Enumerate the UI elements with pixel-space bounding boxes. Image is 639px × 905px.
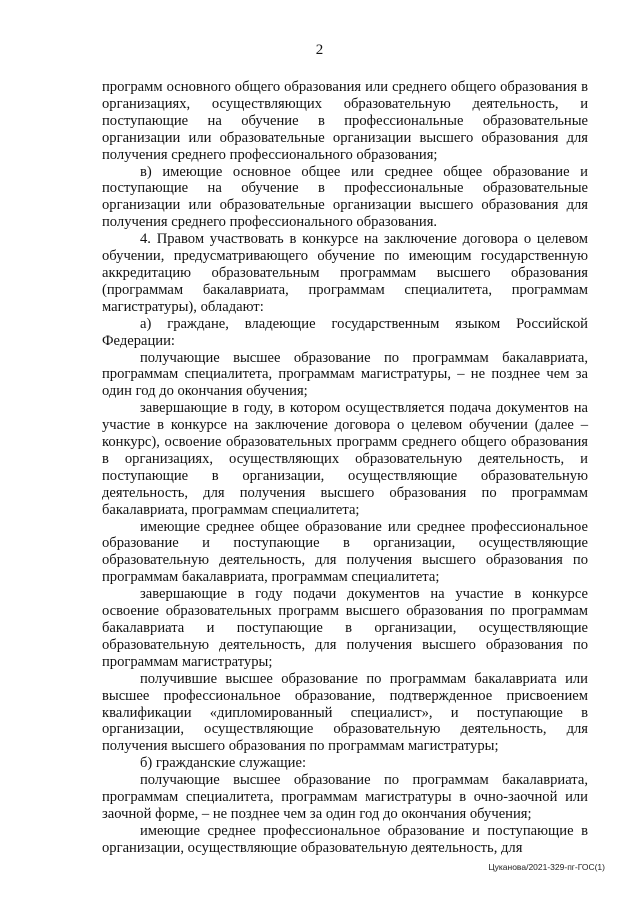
paragraph: в) имеющие основное общее или среднее общее образование и поступающие на обучение в профессиональные образовательные организации или образовательные организации высшего образования для получения среднего профессионального образования. xyxy=(102,163,588,231)
body-text xyxy=(102,79,588,857)
paragraph: программ основного общего образования или среднего общего образования в организациях, осуществляющих образовательную деятельность, и поступающие на обучение в профессиональные образовательные организации или образовательные организации высшего образования для получения среднего профессионального образования; xyxy=(102,79,588,163)
paragraph: имеющие среднее общее образование или среднее профессиональное образование и поступающие в организации, осуществляющие образовательную деятельность, для получения высшего образования по программам бакалавриата, программам специалитета; xyxy=(102,518,588,586)
paragraph: получившие высшее образование по программам бакалавриата или высшее профессиональное образование, подтвержденное присвоением квалификации «дипломированный специалист», и поступающие в организации, осуществляющие образовательную деятельность, для получения высшего образования по программам магистратуры; xyxy=(102,670,588,755)
page-number: 2 xyxy=(315,42,324,58)
paragraph: 4. Правом участвовать в конкурсе на заключение договора о целевом обучении, предусматривающего обучение по имеющим государственную аккредитацию образовательным программам высшего образования (программам бакалавриата, программам специалитета, программам магистратуры), обладают: xyxy=(102,231,588,315)
paragraph: завершающие в году подачи документов на участие в конкурсе освоение образовательных программ высшего образования по программам бакалавриата и поступающие в организации, осуществляющие образовательную деятельность, для получения высшего образования по программам магистратуры; xyxy=(102,586,588,670)
paragraph: имеющие среднее профессиональное образование и поступающие в организации, осуществляющие образовательную деятельность, для xyxy=(102,822,588,856)
paragraph: получающие высшее образование по программам бакалавриата, программам специалитета, программам магистратуры, – не позднее чем за один год до окончания обучения; xyxy=(102,349,588,400)
paragraph: а) граждане, владеющие государственным языком Российской Федерации: xyxy=(102,315,588,349)
paragraph: завершающие в году, в котором осуществляется подача документов на участие в конкурсе на заключение договора о целевом обучении (далее – конкурс), освоение образовательных программ среднего общего образования в организациях, осуществляющих образовательную деятельность, и поступающие в организации, осуществляющие образовательную деятельность, для получения высшего образования по программам бакалавриата, программам специалитета; xyxy=(102,400,588,518)
paragraph: получающие высшее образование по программам бакалавриата, программам специалитета, программам магистратуры в очно-заочной или заочной форме, – не позднее чем за один год до окончания обучения; xyxy=(102,772,588,822)
paragraph: б) гражданские служащие: xyxy=(140,755,306,772)
document-registration-code: Цуканова/2021-329-пг-ГОС(1) xyxy=(488,862,605,872)
